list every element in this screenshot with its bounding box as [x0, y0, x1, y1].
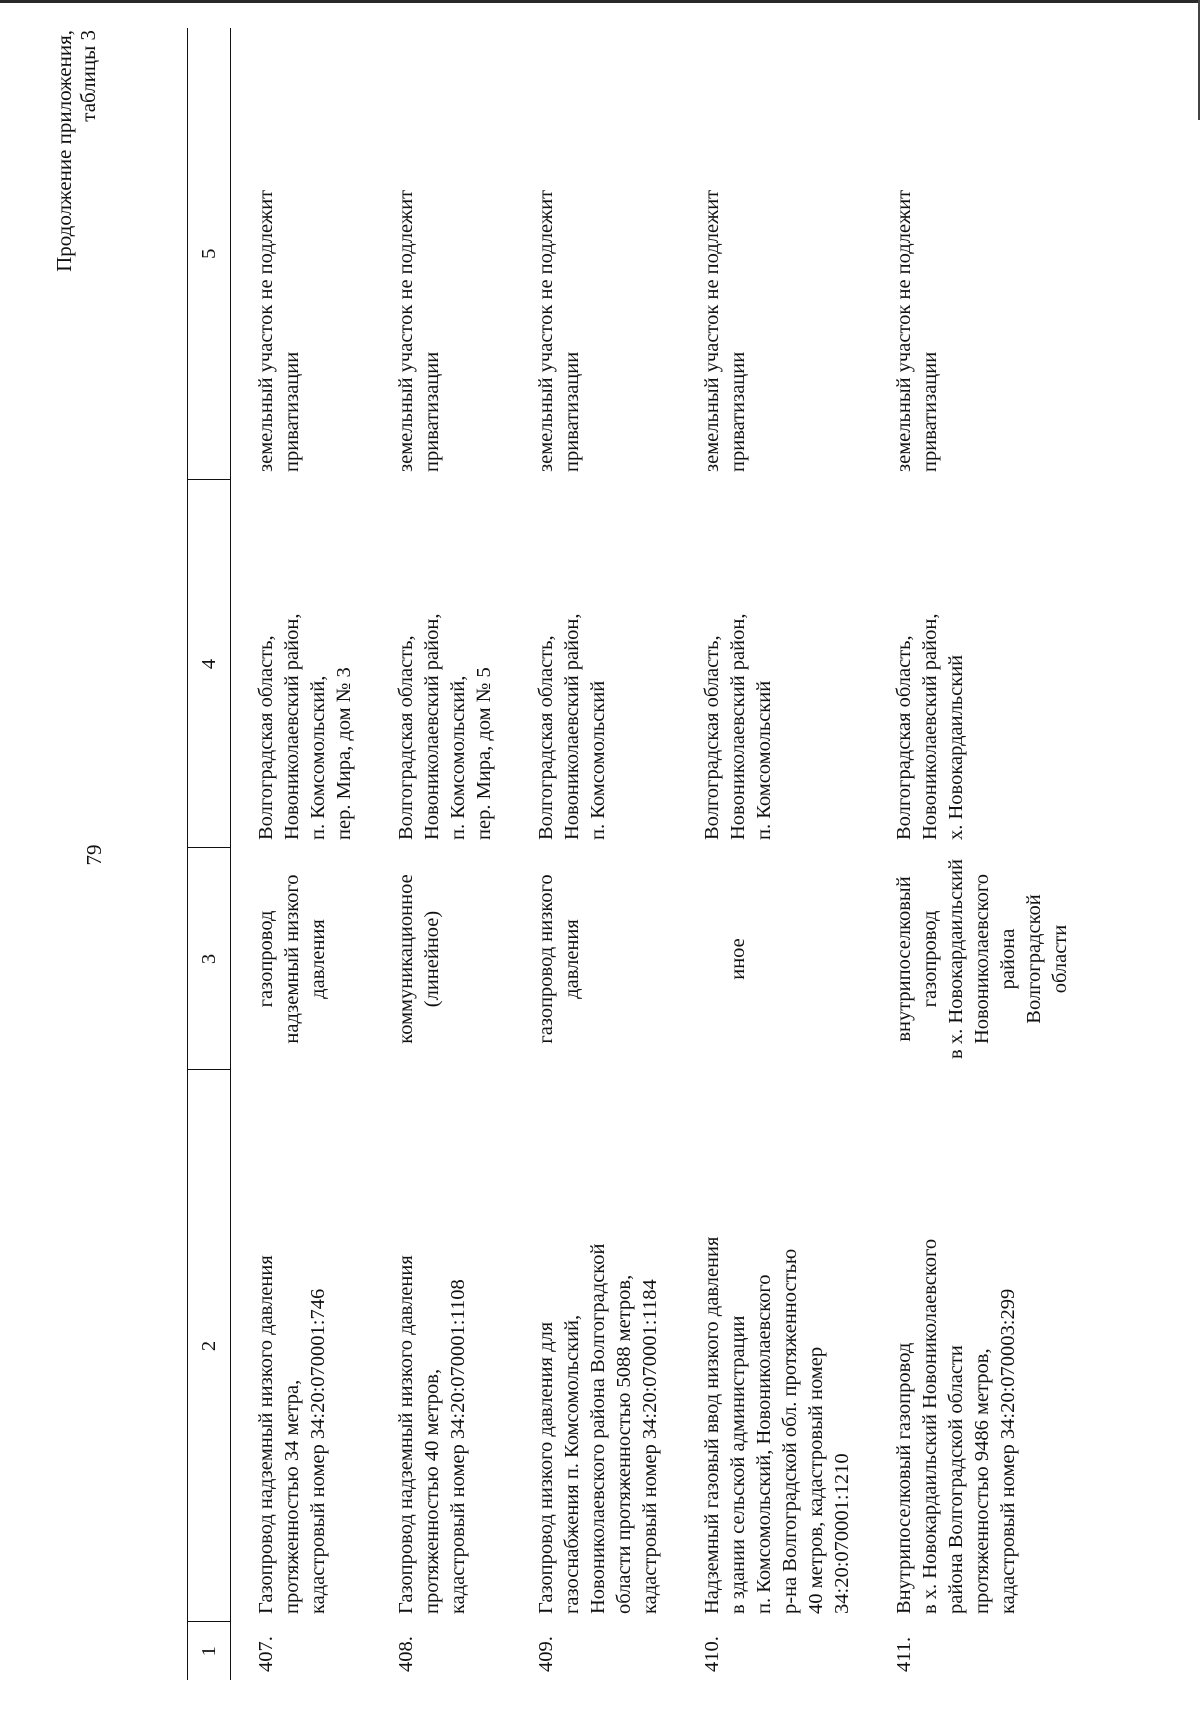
object-address-line: Новониколаевский район, — [281, 613, 303, 840]
object-address-cell — [511, 480, 677, 848]
object-name-line: кадастровый номер 34:20:070001:1108 — [447, 1279, 469, 1614]
row-number-cell — [231, 1622, 372, 1680]
object-name-line: р-на Волгоградской обл. протяженностью — [779, 1248, 801, 1614]
object-name-line: Новониколаевского района Волгоградской — [587, 1243, 609, 1614]
column-header-1: 1 — [188, 1622, 231, 1680]
table-row — [677, 28, 869, 1680]
object-address-cell — [231, 480, 372, 848]
continuation-line-2: таблицы 3 — [76, 30, 100, 122]
land-status-line: земельный участок не подлежит — [701, 189, 723, 472]
land-status-line: земельный участок не подлежит — [255, 189, 277, 472]
land-status-line: земельный участок не подлежит — [893, 189, 915, 472]
object-address-line: Новониколаевский район, — [561, 613, 583, 840]
object-address-line: Волгоградская область, — [893, 635, 915, 840]
object-purpose-line: коммуникационное — [395, 874, 417, 1044]
object-name-line: протяженностью 9486 метров, — [971, 1348, 993, 1614]
land-status-line: приватизации — [727, 351, 749, 472]
object-purpose-cell — [677, 848, 869, 1070]
object-purpose-line: газопровод — [255, 910, 277, 1008]
object-purpose-line: области — [1049, 924, 1071, 994]
object-purpose-line — [699, 856, 725, 1062]
object-name-line: района Волгоградской области — [945, 1345, 967, 1614]
page-number: 79 — [82, 844, 106, 866]
object-purpose-line: газопровод — [919, 910, 941, 1008]
object-name-line: Внутрипоселковый газопровод — [893, 1342, 915, 1614]
column-header-5: 5 — [188, 28, 231, 480]
table-row — [869, 28, 1087, 1680]
object-name-line: п. Комсомольский, Новониколаевского — [753, 1274, 775, 1614]
object-address-line: п. Комсомольский, — [447, 675, 469, 840]
land-status-cell — [371, 28, 511, 480]
object-purpose-line: давления — [307, 919, 329, 999]
continuation-note — [52, 30, 100, 450]
table-row — [511, 28, 677, 1680]
object-name-cell — [511, 1070, 677, 1622]
object-address-line: Волгоградская область, — [255, 635, 277, 840]
object-name-line: Надземный газовый ввод низкого давления — [701, 1236, 723, 1614]
column-header-4: 4 — [188, 480, 231, 848]
object-address-line: п. Комсомольский — [753, 680, 775, 840]
row-number-cell — [869, 1622, 1087, 1680]
object-name-line: Газопровод низкого давления для — [535, 1321, 557, 1614]
land-status-cell — [511, 28, 677, 480]
object-name-line: кадастровый номер 34:20:070001:746 — [307, 1288, 329, 1614]
object-purpose-line: иное — [727, 938, 749, 980]
object-purpose-line: Новониколаевского — [971, 873, 993, 1045]
object-address-line: пер. Мира, дом № 3 — [333, 667, 355, 840]
object-address-line: Новониколаевский район, — [421, 613, 443, 840]
property-registry-table — [187, 28, 1087, 1680]
object-address-cell — [371, 480, 511, 848]
object-name-cell — [231, 1070, 372, 1622]
object-address-line: х. Новокардаильский — [945, 654, 967, 840]
row-number-cell — [511, 1622, 677, 1680]
object-address-line: п. Комсомольский — [587, 680, 609, 840]
object-purpose-line: газопровод низкого — [535, 874, 557, 1044]
object-purpose-line: надземный низкого — [281, 874, 303, 1044]
object-address-line: Волгоградская область, — [701, 635, 723, 840]
object-purpose-line: района — [997, 928, 1019, 990]
land-status-line: приватизации — [281, 351, 303, 472]
object-purpose-cell — [231, 848, 372, 1070]
object-name-cell — [677, 1070, 869, 1622]
object-address-line: п. Комсомольский, — [307, 675, 329, 840]
table-row — [231, 28, 372, 1680]
row-number-cell — [371, 1622, 511, 1680]
object-address-line: Новониколаевский район, — [919, 613, 941, 840]
table-header-row — [188, 28, 231, 1680]
object-address-cell — [869, 480, 1087, 848]
land-status-line: земельный участок не подлежит — [535, 189, 557, 472]
object-name-cell — [371, 1070, 511, 1622]
object-address-line: Новониколаевский район, — [727, 613, 749, 840]
object-name-line: в здании сельской администрации — [727, 1315, 749, 1614]
land-status-line: приватизации — [919, 351, 941, 472]
object-purpose-cell — [371, 848, 511, 1070]
land-status-line: приватизации — [421, 351, 443, 472]
object-name-line: Газопровод надземный низкого давления — [255, 1255, 277, 1614]
object-name-line: кадастровый номер 34:20:070001:1184 — [639, 1279, 661, 1614]
object-purpose-line: в х. Новокардаильский — [945, 859, 967, 1059]
land-status-line: приватизации — [561, 351, 583, 472]
row-number: 408. — [395, 1636, 417, 1672]
object-name-line: 40 метров, кадастровый номер — [805, 1346, 827, 1614]
object-address-line: пер. Мира, дом № 5 — [473, 667, 495, 840]
object-purpose-line: давления — [561, 919, 583, 999]
object-purpose-cell — [869, 848, 1087, 1070]
object-address-cell — [677, 480, 869, 848]
column-header-2: 2 — [188, 1070, 231, 1622]
object-purpose-line: внутрипоселковый — [893, 876, 915, 1042]
object-address-line: Волгоградская область, — [535, 635, 557, 840]
object-purpose-line: (линейное) — [421, 910, 443, 1008]
continuation-line-1: Продолжение приложения, — [52, 30, 76, 272]
object-name-line: протяженностью 40 метров, — [421, 1368, 443, 1614]
object-address-line: Волгоградская область, — [395, 635, 417, 840]
object-purpose-cell — [511, 848, 677, 1070]
object-name-line: в х. Новокардаильский Новониколаевского — [919, 1238, 941, 1614]
row-number-cell — [677, 1622, 869, 1680]
object-name-line: 34:20:070001:1210 — [831, 1453, 853, 1614]
object-name-line: области протяженностью 5088 метров, — [613, 1274, 635, 1614]
row-number: 407. — [255, 1636, 277, 1672]
object-purpose-line: Волгоградской — [1023, 894, 1045, 1024]
land-status-line: земельный участок не подлежит — [395, 189, 417, 472]
object-name-cell — [869, 1070, 1087, 1622]
row-number: 410. — [701, 1636, 723, 1672]
object-name-line: Газопровод надземный низкого давления — [395, 1255, 417, 1614]
row-number: 411. — [893, 1636, 915, 1672]
column-header-3: 3 — [188, 848, 231, 1070]
row-number: 409. — [535, 1636, 557, 1672]
object-name-line: кадастровый номер 34:20:070003:299 — [997, 1288, 1019, 1614]
object-name-line: протяженностью 34 метра, — [281, 1379, 303, 1614]
land-status-cell — [231, 28, 372, 480]
land-status-cell — [677, 28, 869, 480]
table-row — [371, 28, 511, 1680]
object-name-line: газоснабжения п. Комсомольский, — [561, 1314, 583, 1614]
land-status-cell — [869, 28, 1087, 480]
table-body — [231, 28, 1088, 1680]
